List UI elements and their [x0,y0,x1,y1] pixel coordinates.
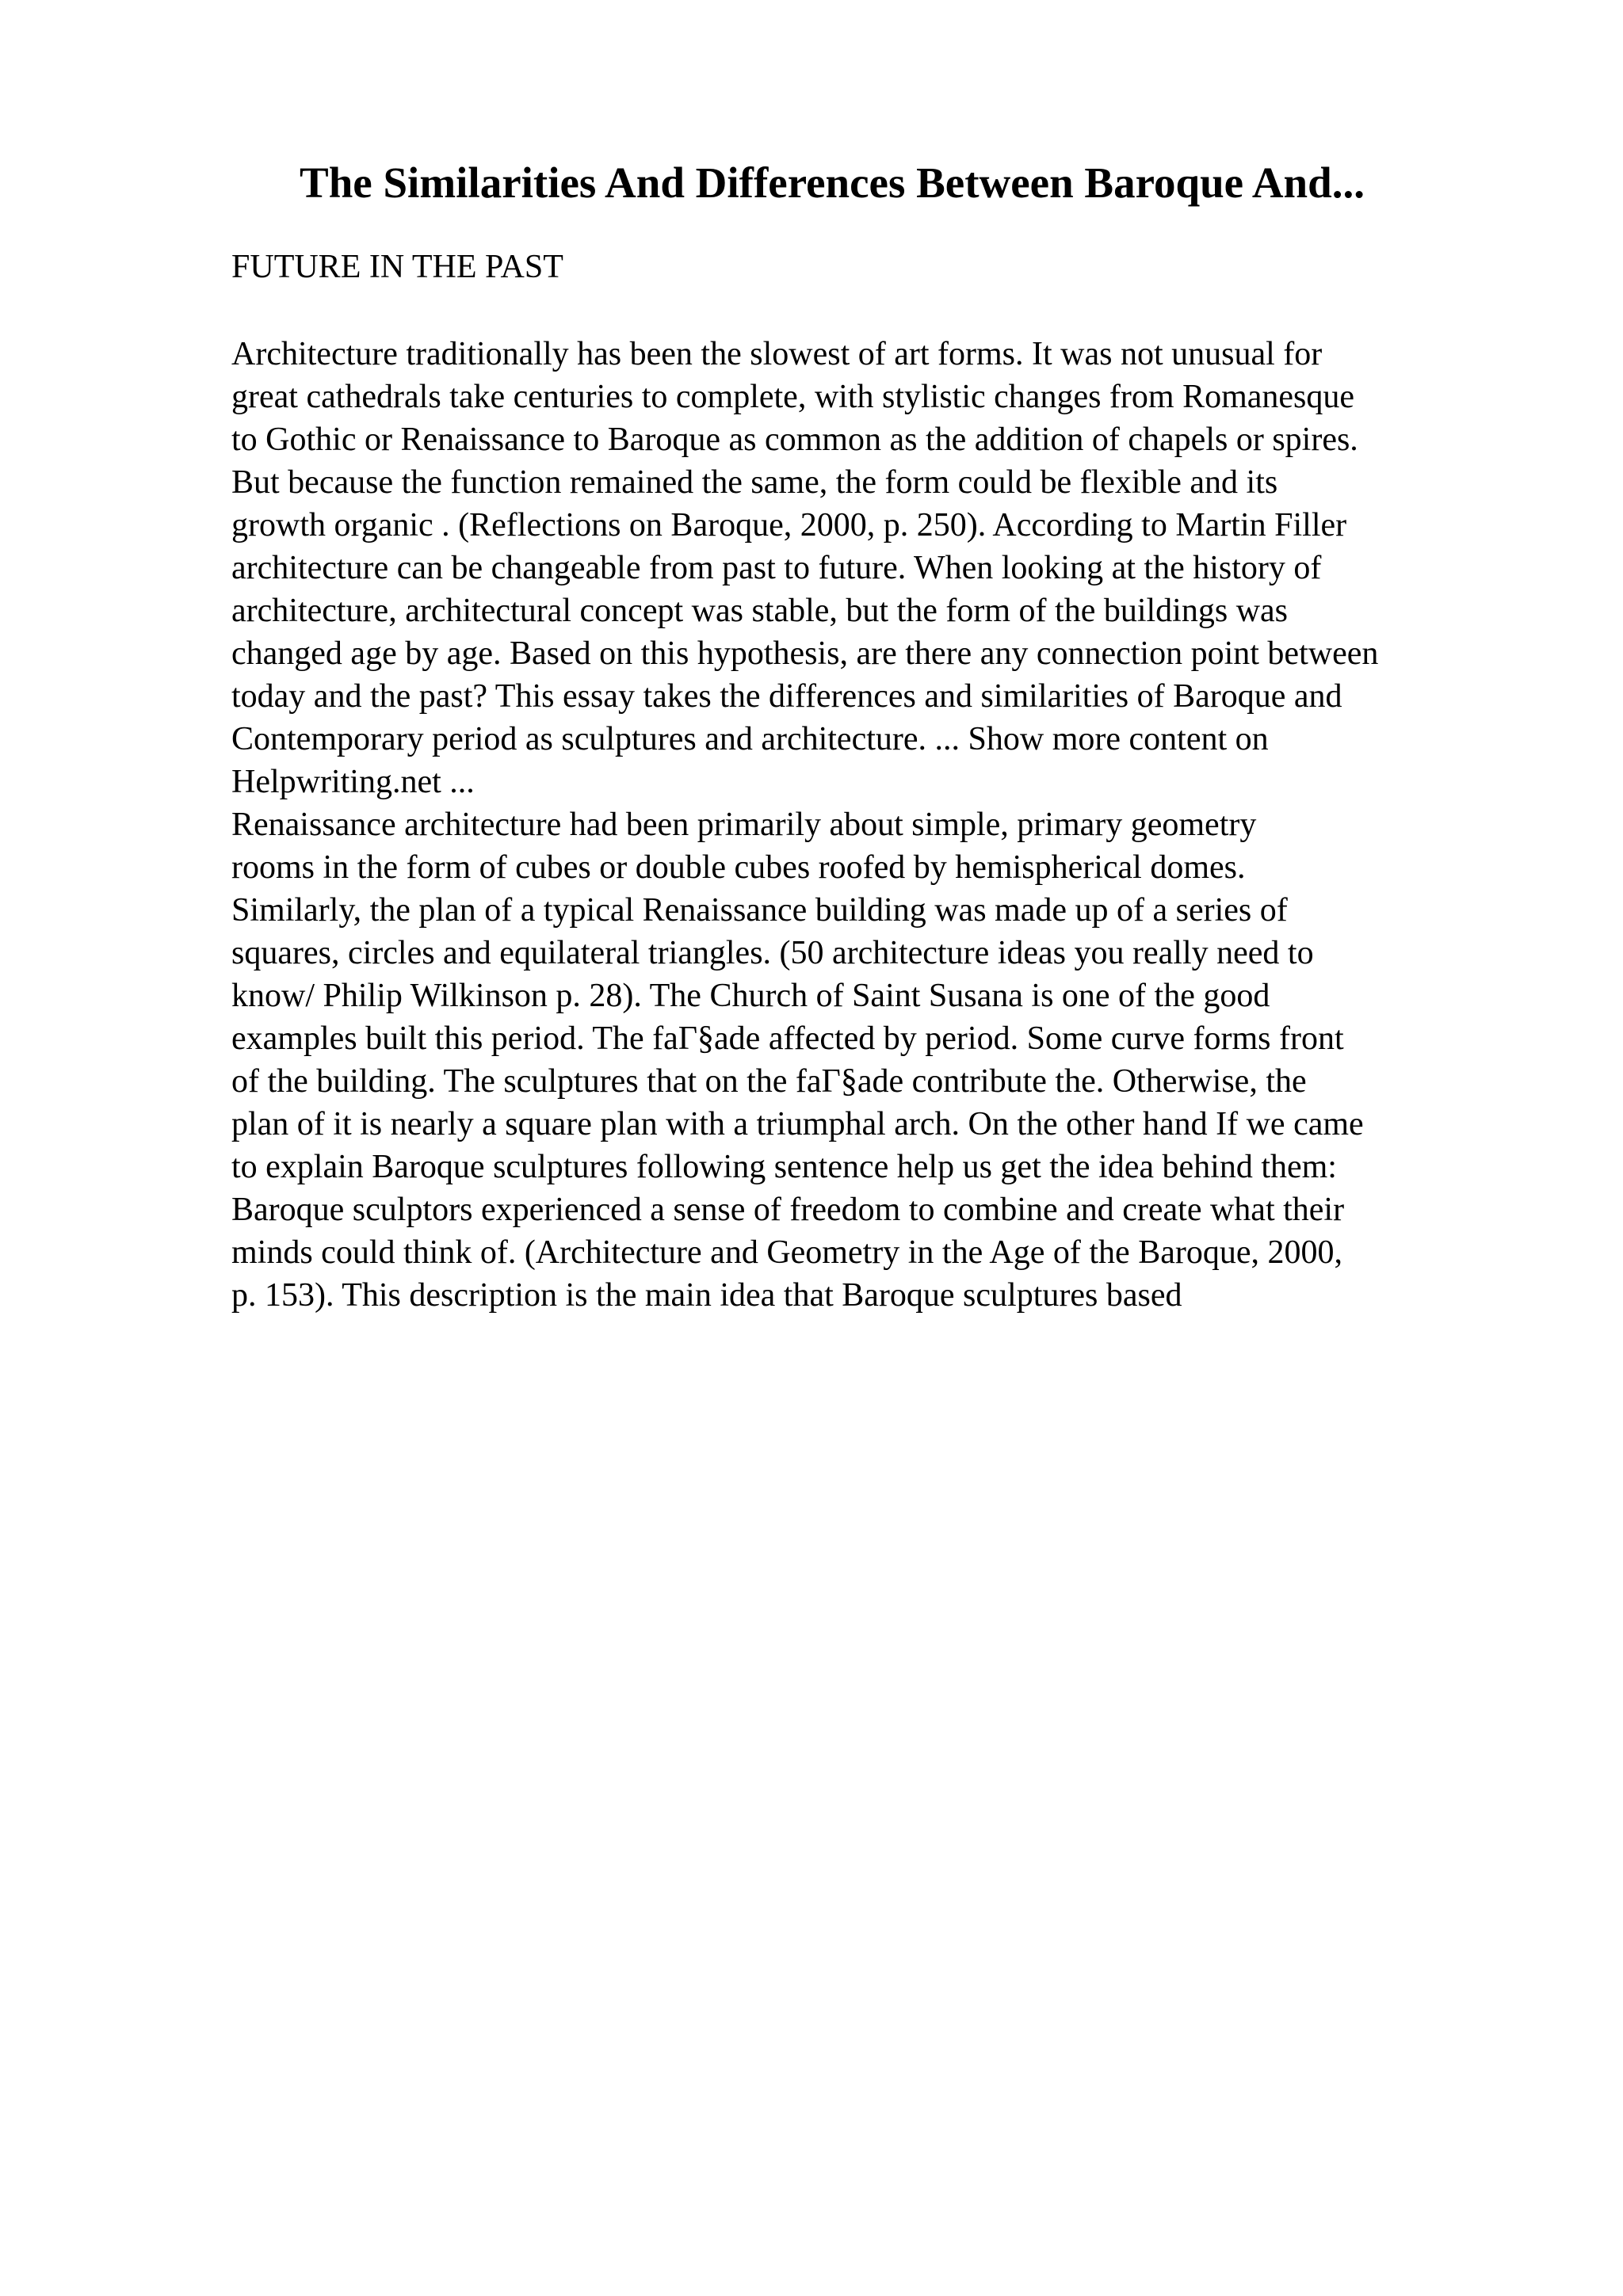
document-title: The Similarities And Differences Between Baroque And... [300,158,1365,207]
text-line: changed age by age. Based on this hypothesis, are there any connection point between [231,635,1379,672]
text-line: rooms in the form of cubes or double cubes roofed by hemispherical domes. [231,849,1246,886]
text-line: Baroque sculptors experienced a sense of freedom to combine and create what their [231,1192,1345,1228]
text-line: But because the function remained the same, the form could be flexible and its [231,464,1278,501]
text-line: to explain Baroque sculptures following sentence help us get the idea behind them: [231,1149,1337,1185]
text-line: know/ Philip Wilkinson p. 28). The Church of Saint Susana is one of the good [231,978,1270,1014]
text-line: examples built this period. The faΓ§ade affected by period. Some curve forms front [231,1020,1344,1057]
text-line: Contemporary period as sculptures and architecture. ... Show more content on [231,721,1269,757]
text-line: growth organic . (Reflections on Baroque, 2000, p. 250). According to Martin Filler [231,507,1347,543]
text-line: great cathedrals take centuries to complete, with stylistic changes from Romanesque [231,379,1355,415]
text-line: Architecture traditionally has been the slowest of art forms. It was not unusual for [231,336,1323,372]
text-line: Renaissance architecture had been primarily about simple, primary geometry [231,807,1257,843]
text-line: Helpwriting.net ... [231,764,475,800]
text-line: squares, circles and equilateral triangles. (50 architecture ideas you really need to [231,935,1314,971]
text-line: to Gothic or Renaissance to Baroque as common as the addition of chapels or spires. [231,421,1358,458]
text-line: architecture, architectural concept was stable, but the form of the buildings was [231,593,1289,629]
section-subtitle: FUTURE IN THE PAST [231,249,563,285]
paragraph-2 [231,803,1531,1317]
text-line: architecture can be changeable from past to future. When looking at the history of [231,550,1322,586]
text-line: minds could think of. (Architecture and Geometry in the Age of the Baroque, 2000, [231,1234,1342,1271]
text-line: of the building. The sculptures that on the faΓ§ade contribute the. Otherwise, the [231,1063,1307,1100]
text-line: Similarly, the plan of a typical Renaissance building was made up of a series of [231,892,1288,929]
text-line: p. 153). This description is the main idea that Baroque sculptures based [231,1277,1182,1314]
text-line: plan of it is nearly a square plan with a triumphal arch. On the other hand If we came [231,1106,1364,1142]
paragraph-1 [231,333,1531,803]
text-line: today and the past? This essay takes the differences and similarities of Baroque and [231,678,1342,715]
